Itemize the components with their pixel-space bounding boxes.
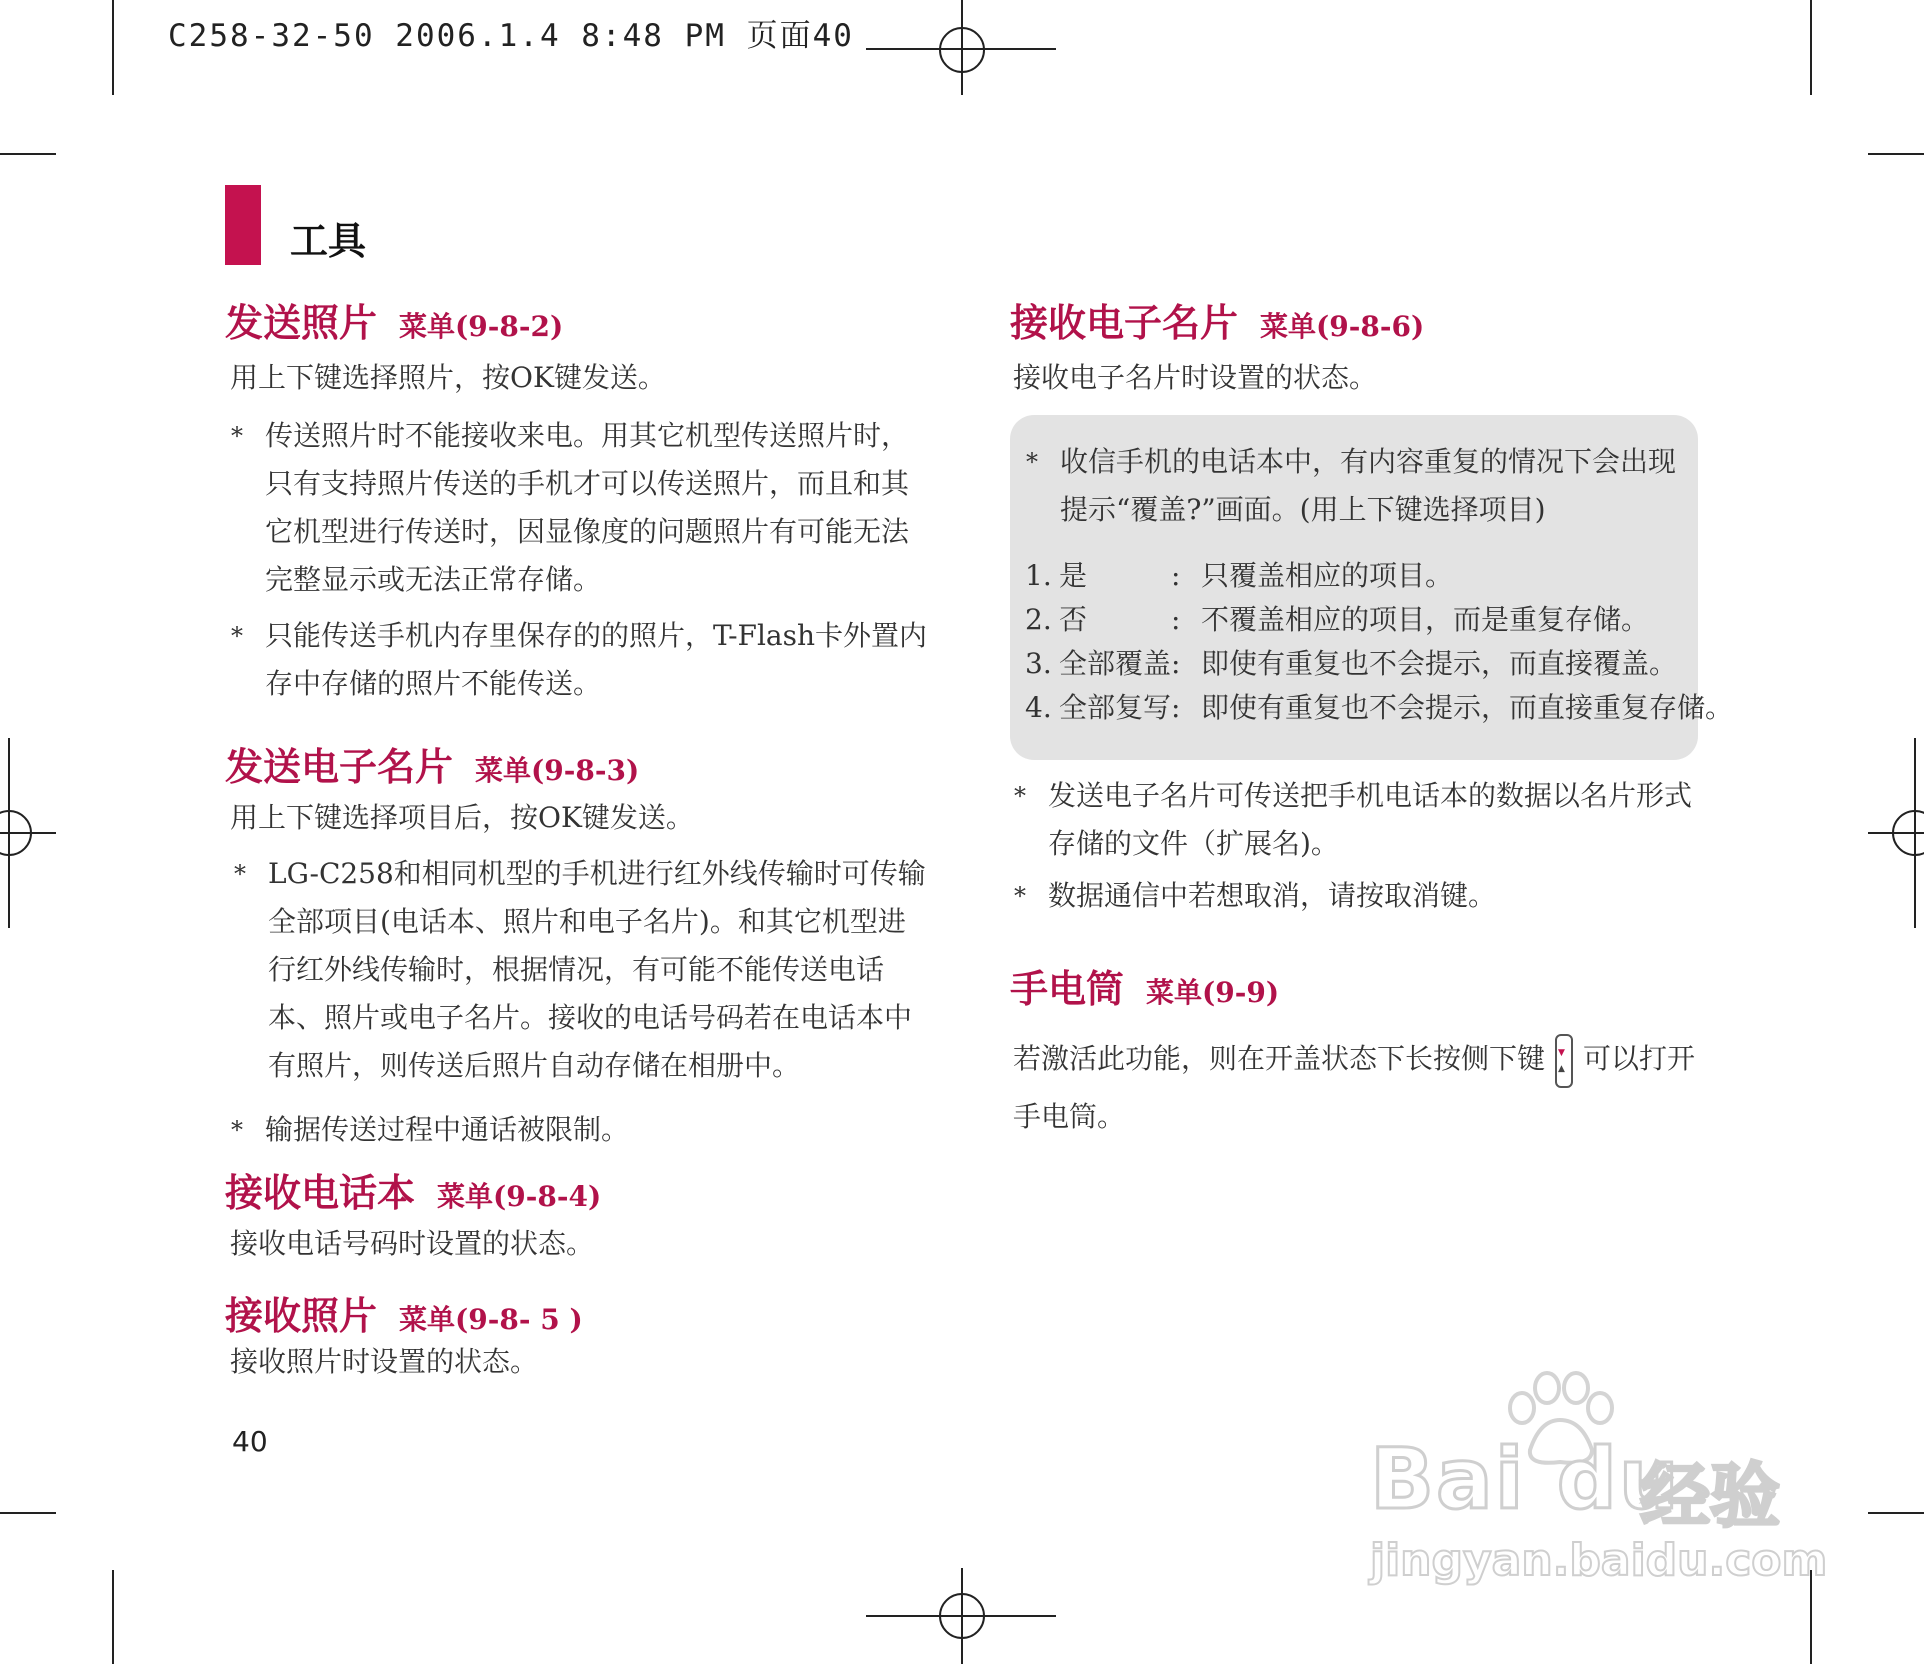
option-row [1025,598,1649,642]
note-item [1014,772,1698,868]
note-item [1014,872,1698,920]
option-colon: : [1171,603,1181,636]
menu-code: 菜单(9-8-6) [1260,310,1425,343]
option-colon: : [1171,691,1181,724]
option-text: 不覆盖相应的项目，而是重复存储。 [1201,603,1650,636]
note-text: 收信手机的电话本中，有内容重复的情况下会出现提示“覆盖?”画面。(用上下键选择项目) [1060,445,1677,526]
note-item [231,412,930,604]
crop-mark [1868,1512,1924,1514]
flashlight-desc-part2: 可以打开手电筒。 [1013,1042,1696,1133]
section-description: 用上下键选择项目后，按OK键发送。 [230,801,694,834]
option-colon: : [1171,647,1181,680]
box-note [1026,438,1685,534]
page-number: 40 [232,1425,268,1458]
option-key: 否 [1059,603,1088,636]
registration-target-icon [1892,810,1924,856]
note-item [231,612,930,708]
note-item [234,850,933,1090]
option-key: 是 [1059,559,1088,592]
section-title: 手电筒 [1010,966,1125,1011]
note-bullet: * [1026,448,1038,476]
registration-target-icon [939,27,985,73]
note-text: 传送照片时不能接收来电。用其它机型传送照片时，只有支持照片传送的手机才可以传送照片，而且和其它机型进行传送时，因显像度的问题照片有可能无法完整显示或无法正常存储。 [265,419,910,596]
note-text: 发送电子名片可传送把手机电话本的数据以名片形式存储的文件（扩展名)。 [1048,779,1693,860]
section-description [1013,1030,1703,1146]
option-number: 4. [1025,691,1052,724]
option-colon: : [1171,559,1181,592]
crop-mark [112,1570,114,1664]
option-row [1025,642,1677,686]
menu-code: 菜单(9-8-3) [475,754,640,787]
watermark-brand: Bai du [1370,1430,1681,1528]
section-heading-receive-phonebook [225,1162,601,1217]
option-row [1025,554,1453,598]
note-text: 数据通信中若想取消，请按取消键。 [1048,879,1497,912]
menu-code: 菜单(9-8-2) [399,310,564,343]
chapter-title: 工具 [290,219,367,263]
crop-mark [112,0,114,95]
note-item [231,1106,930,1154]
flashlight-desc-part1: 若激活此功能，则在开盖状态下长按侧下键 [1013,1042,1546,1075]
note-bullet: * [231,622,243,650]
note-bullet: * [1014,882,1026,910]
section-heading-flashlight [1010,958,1279,1013]
section-description: 用上下键选择照片，按OK键发送。 [230,361,666,394]
section-description: 接收照片时设置的状态。 [230,1345,539,1378]
option-text: 只覆盖相应的项目。 [1201,559,1454,592]
option-number: 3. [1025,647,1052,680]
section-heading-receive-photo [225,1285,583,1340]
side-key-icon [1555,1034,1573,1088]
note-text: 输据传送过程中通话被限制。 [265,1113,630,1146]
note-bullet: * [1014,782,1026,810]
watermark-suffix: 经验 [1640,1455,1780,1537]
option-row [1025,686,1733,730]
crop-mark [0,153,56,155]
menu-code: 菜单(9-8-4) [437,1180,602,1213]
menu-code: 菜单(9-8- 5 ) [399,1303,583,1336]
section-heading-send-photo [225,292,563,347]
print-slug: C258-32-50 2006.1.4 8:48 PM 页面40 [168,18,854,54]
note-text: 只能传送手机内存里保存的的照片，T-Flash卡外置内存中存储的照片不能传送。 [265,619,928,700]
option-key: 全部覆盖 [1059,647,1172,680]
option-key: 全部复写 [1059,691,1172,724]
option-number: 2. [1025,603,1052,636]
note-bullet: * [234,860,246,888]
section-description: 接收电子名片时设置的状态。 [1013,361,1378,394]
section-heading-send-card [225,736,639,791]
note-bullet: * [231,1116,243,1144]
registration-target-icon [0,810,32,856]
section-title: 接收电子名片 [1010,300,1239,345]
option-text: 即使有重复也不会提示，而直接重复存储。 [1201,691,1734,724]
section-description: 接收电话号码时设置的状态。 [230,1227,595,1260]
section-title: 接收电话本 [225,1170,416,1215]
chapter-accent-bar [225,185,261,265]
crop-mark [0,1512,56,1514]
note-text: LG-C258和相同机型的手机进行红外线传输时可传输全部项目(电话本、照片和电子名片)。和其它机型进行红外线传输时，根据情况，有可能不能传送电话本、照片或电子名片。接收的电话号码若在电话本中有照片，则传送后照片自动存储在相册中。 [268,857,926,1082]
menu-code: 菜单(9-9) [1146,976,1280,1009]
option-number: 1. [1025,559,1052,592]
note-bullet: * [231,422,243,450]
watermark-url: jingyan.baidu.com [1370,1535,1828,1586]
registration-target-icon [939,1593,985,1639]
section-title: 发送照片 [225,300,378,345]
option-text: 即使有重复也不会提示，而直接覆盖。 [1201,647,1678,680]
crop-mark [1868,153,1924,155]
section-title: 接收照片 [225,1293,378,1338]
crop-mark [1810,0,1812,95]
section-heading-receive-card [1010,292,1424,347]
section-title: 发送电子名片 [225,744,454,789]
